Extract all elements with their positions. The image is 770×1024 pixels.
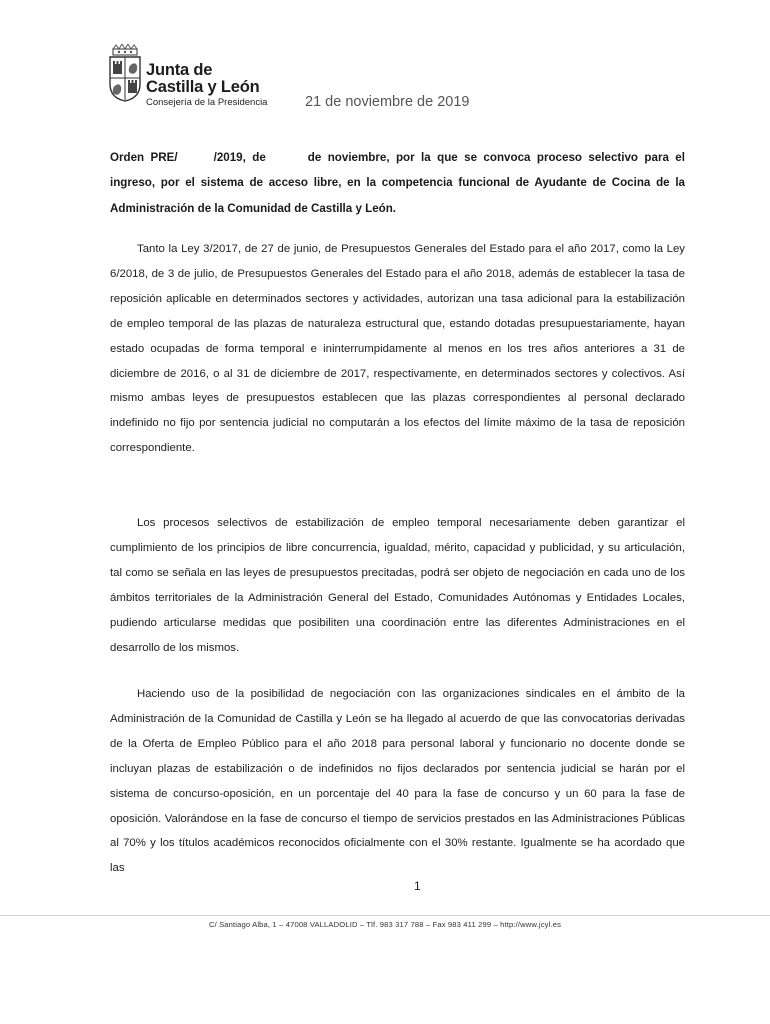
document-date: 21 de noviembre de 2019 xyxy=(305,94,470,110)
document-title xyxy=(110,145,685,221)
footer-divider xyxy=(0,915,770,916)
org-name-line1: Junta de xyxy=(146,61,213,79)
org-name-line2: Castilla y León xyxy=(146,78,260,96)
footer-address: C/ Santiago Alba, 1 – 47008 VALLADOLID – Tlf. 983 317 788 – Fax 983 411 299 – http://www.jcyl.es xyxy=(208,920,562,929)
coat-of-arms-icon xyxy=(107,44,143,102)
org-logo xyxy=(107,44,307,114)
title-part-3: de noviembre, por la que se convoca proceso selectivo para el ingreso, por el sistema de acceso libre, en la competencia funcional de Ayudante de Cocina de la Administración de la Comunidad de Castilla y León. xyxy=(110,151,685,215)
department-name: Consejería de la Presidencia xyxy=(146,97,268,108)
title-part-1: Orden PRE/ xyxy=(110,151,178,164)
title-part-2: /2019, de xyxy=(213,151,266,164)
body-paragraph: Los procesos selectivos de estabilización de empleo temporal necesariamente deben garantizar el cumplimiento de los principios de libre concurrencia, igualdad, mérito, capacidad y publicidad, y su articulación, tal como se señala en las leyes de presupuestos precitadas, podrá ser objeto de negociación en cada uno de los ámbitos territoriales de la Administración General del Estado, Comunidades Autónomas y Entidades Locales, pudiendo articularse medidas que posibiliten una coordinación entre las diferentes Administraciones en el desarrollo de los mismos. xyxy=(110,517,685,654)
page-number: 1 xyxy=(414,879,421,893)
body-paragraph: Haciendo uso de la posibilidad de negociación con las organizaciones sindicales en el ámbito de la Administración de la Comunidad de Castilla y León se ha llegado al acuerdo de que las convocatorias derivadas de la Oferta de Empleo Público para el año 2018 para personal laboral y funcionario no docente donde se incluyan plazas de estabilización o de indefinidos no fijos declarados por sentencia judicial se harán por el sistema de concurso-oposición, en un porcentaje del 40 para la fase de concurso y un 60 para la fase de oposición. Valorándose en la fase de concurso el tiempo de servicios prestados en las Administraciones Públicas al 70% y los títulos académicos reconocidos oficialmente con el 30% restante. Igualmente se ha acordado que las xyxy=(110,688,685,875)
body-paragraph: Tanto la Ley 3/2017, de 27 de junio, de Presupuestos Generales del Estado para el año 2017, como la Ley 6/2018, de 3 de julio, de Presupuestos Generales del Estado para el año 2018, además de establecer la tasa de reposición aplicable en determinados sectores y actividades, autorizan una tasa adicional para la estabilización de empleo temporal de las plazas de naturaleza estructural que, estando dotadas presupuestariamente, hayan estado ocupadas de forma temporal e ininterrumpidamente al menos en los tres años anteriores a 31 de diciembre de 2016, o al 31 de diciembre de 2017, respectivamente, en determinados sectores y colectivos. Así mismo ambas leyes de presupuestos establecen que las plazas correspondientes al personal declarado indefinido no fijo por sentencia judicial no computarán a los efectos del límite máximo de la tasa de reposición correspondiente. xyxy=(110,243,685,455)
